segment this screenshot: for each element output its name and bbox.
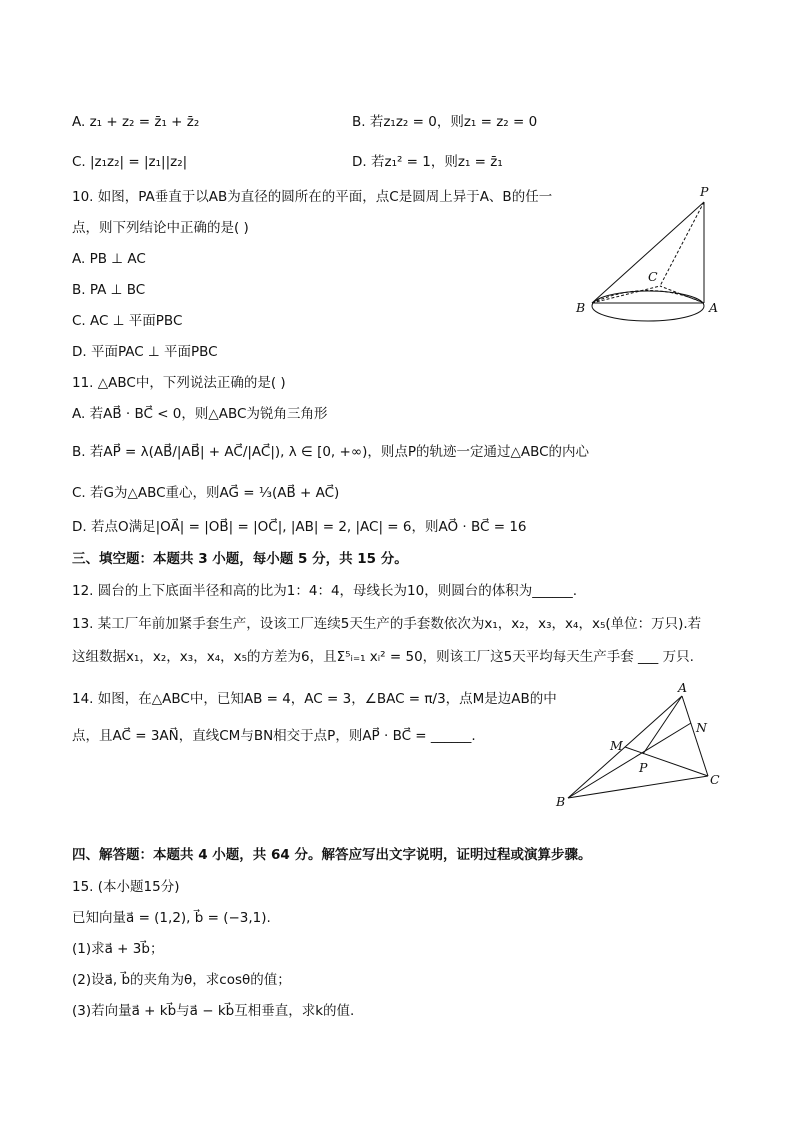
q10-edge-bc <box>592 286 660 303</box>
q11-stem: 11. △ABC中，下列说法正确的是( ) <box>72 375 286 391</box>
q10-figure <box>570 178 730 328</box>
q14-label-c: C <box>710 772 720 787</box>
q10-stem-line2: 点，则下列结论中正确的是( ) <box>72 220 249 236</box>
section-answer-header: 四、解答题：本题共 4 小题，共 64 分。解答应写出文字说明，证明过程或演算步骤。 <box>72 847 592 863</box>
q10-edge-pb <box>592 202 704 303</box>
q14-line1: 14. 如图，在△ABC中，已知AB = 4，AC = 3，∠BAC = π/3，点M是边AB的中 <box>72 691 557 707</box>
q10-label-c: C <box>648 269 658 284</box>
q9-option-b: B. 若z₁z₂ = 0，则z₁ = z₂ = 0 <box>352 114 538 130</box>
q14-label-a: A <box>678 682 688 695</box>
q10-label-b: B <box>576 300 586 315</box>
q14-label-p: P <box>639 760 648 775</box>
q10-label-a: A <box>709 300 719 315</box>
q15-part-1: (1)求a⃗ + 3b⃗； <box>72 941 164 957</box>
q15-given: 已知向量a⃗ = (1,2), b⃗ = (−3,1). <box>72 910 271 926</box>
q10-option-c: C. AC ⊥ 平面PBC <box>72 313 183 329</box>
q11-option-b: B. 若AP⃗ = λ(AB⃗/|AB⃗| + AC⃗/|AC⃗|), λ ∈ [0, +∞)，则点P的轨迹一定通过△ABC的内心 <box>72 444 590 460</box>
q10-base-circle <box>592 291 704 321</box>
q13-line2: 这组数据x₁，x₂，x₃，x₄，x₅的方差为6，且Σ⁵ᵢ₌₁ xᵢ² = 50，则该工厂这5天平均每天生产手套 ___ 万只. <box>72 649 694 665</box>
q14-side-ac <box>682 696 708 776</box>
q9-option-a: A. z₁ + z₂ = z̄₁ + z̄₂ <box>72 114 200 130</box>
q14-line-bn <box>568 723 691 798</box>
q11-option-c: C. 若G为△ABC重心，则AG⃗ = ⅓(AB⃗ + AC⃗) <box>72 485 340 501</box>
q11-option-d: D. 若点O满足|OA⃗| = |OB⃗| = |OC⃗|, |AB| = 2, |AC| = 6，则AO⃗ · BC⃗ = 16 <box>72 519 527 535</box>
q10-option-a: A. PB ⊥ AC <box>72 251 146 267</box>
q9-option-c: C. |z₁z₂| = |z₁||z₂| <box>72 154 188 170</box>
q10-option-d: D. 平面PAC ⊥ 平面PBC <box>72 344 218 360</box>
q15-part-3: (3)若向量a⃗ + kb⃗与a⃗ − kb⃗互相垂直，求k的值. <box>72 1003 355 1019</box>
q10-edge-pc <box>660 202 704 286</box>
q14-figure <box>548 682 728 812</box>
q14-label-n: N <box>696 720 707 735</box>
q15-part-2: (2)设a⃗, b⃗的夹角为θ，求cosθ的值； <box>72 972 291 988</box>
q14-line2: 点，且AC⃗ = 3AN⃗，直线CM与BN相交于点P，则AP⃗ · BC⃗ = ______. <box>72 728 476 744</box>
section-fill-in-header: 三、填空题：本题共 3 小题，每小题 5 分，共 15 分。 <box>72 551 408 567</box>
q10-hidden-arc <box>592 291 704 304</box>
q10-option-b: B. PA ⊥ BC <box>72 282 146 298</box>
q15-title: 15. (本小题15分) <box>72 879 180 895</box>
q14-line-cm <box>625 747 708 776</box>
q10-label-p: P <box>700 184 709 199</box>
q12-text: 12. 圆台的上下底面半径和高的比为1：4：4，母线长为10，则圆台的体积为______. <box>72 583 577 599</box>
q14-label-m: M <box>610 738 623 753</box>
q10-stem-line1: 10. 如图，PA垂直于以AB为直径的圆所在的平面，点C是圆周上异于A、B的任一 <box>72 189 553 205</box>
q11-option-a: A. 若AB⃗ · BC⃗ < 0，则△ABC为锐角三角形 <box>72 406 328 422</box>
q13-line1: 13. 某工厂年前加紧手套生产，设该工厂连续5天生产的手套数依次为x₁，x₂，x₃，x₄，x₅(单位：万只).若 <box>72 616 702 632</box>
q9-option-d: D. 若z₁² = 1，则z₁ = z̄₁ <box>352 154 503 170</box>
q14-label-b: B <box>556 794 566 809</box>
